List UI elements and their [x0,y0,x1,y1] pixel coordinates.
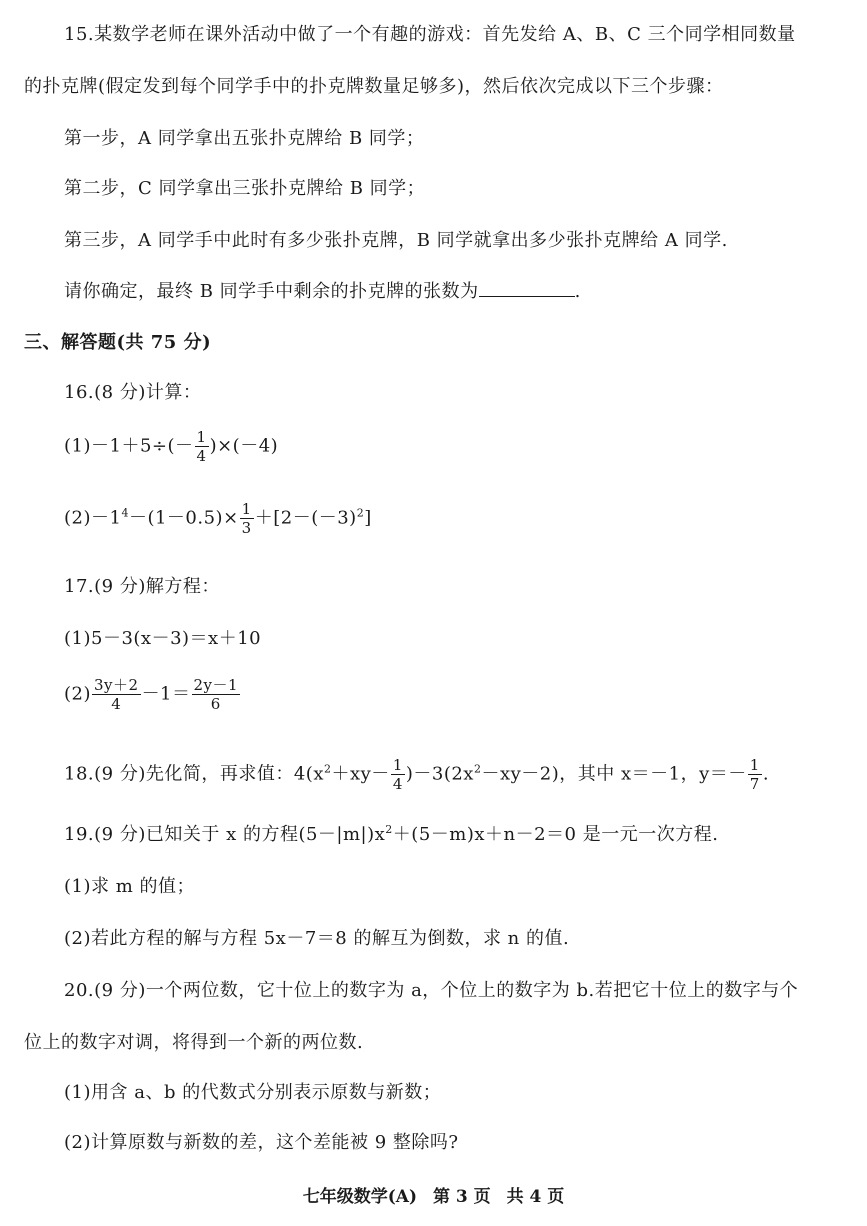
q15-question [64,277,581,303]
q19-line [64,820,718,846]
fraction [748,756,762,793]
q17-p2-text-a: (2) [64,683,91,705]
fraction [240,500,254,537]
fraction [192,676,241,713]
q15-line-1: 15.某数学老师在课外活动中做了一个有趣的游戏：首先发给 A、B、C 三个同学相同数量 [64,24,796,45]
q16-heading: 16.(8 分)计算： [64,382,202,403]
fraction-denominator: 4 [392,775,403,793]
fraction-numerator: 1 [241,500,252,518]
fraction [391,756,405,793]
q20-line-2: 位上的数字对调，将得到一个新的两位数. [24,1032,364,1053]
section-heading: 三、解答题(共 75 分) [24,332,212,353]
q16-p2-text-b: －(1－0.5)× [128,507,239,529]
q19-part-2: (2)若此方程的解与方程 5x－7＝8 的解互为倒数，求 n 的值. [64,928,570,949]
fraction [92,676,141,713]
answer-blank[interactable] [479,280,575,297]
page-footer [0,1182,867,1207]
q19-part-1: (1)求 m 的值； [64,876,196,897]
fraction-denominator: 4 [111,695,122,713]
q18-text-b: ＋xy－ [331,763,390,785]
q18-text-d: －xy－2)，其中 x＝－1，y＝－ [481,763,747,785]
fraction-denominator: 6 [210,695,221,713]
q20-part-1: (1)用含 a、b 的代数式分别表示原数与新数； [64,1082,442,1103]
fraction-numerator: 3y＋2 [94,676,139,694]
q19-text-a: 19.(9 分)已知关于 x 的方程(5－|m|)x [64,824,386,845]
q18-text-a: 18.(9 分)先化简，再求值：4(x [64,763,324,785]
q20-part-2: (2)计算原数与新数的差，这个差能被 9 整除吗? [64,1132,459,1153]
q15-question-text: 请你确定，最终 B 同学手中剩余的扑克牌的张数为 [64,281,479,302]
footer-total-pages: 共 4 页 [506,1187,565,1207]
q18-text-c: )－3(2x [405,763,474,785]
exponent: 2 [473,762,482,776]
q17-heading: 17.(9 分)解方程： [64,576,220,597]
q16-p2-text-d: ] [364,507,372,529]
q17-part-2 [64,676,241,713]
q16-part-1 [64,428,278,465]
q15-line-2: 的扑克牌(假定发到每个同学手中的扑克牌数量足够多)，然后依次完成以下三个步骤： [24,76,724,97]
q19-text-b: ＋(5－m)x＋n－2＝0 是一元一次方程. [392,824,719,845]
q15-step-1: 第一步，A 同学拿出五张扑克牌给 B 同学； [64,128,425,149]
q16-p1-text-b: )×(－4) [209,435,279,457]
q16-p2-text-a: (2)－1 [64,507,122,529]
q15-question-end: . [574,281,581,302]
q17-part-1: (1)5－3(x－3)＝x＋10 [64,628,262,649]
q20-line-1: 20.(9 分)一个两位数，它十位上的数字为 a，个位上的数字为 b.若把它十位上的数字与个 [64,980,799,1001]
fraction-denominator: 4 [196,447,207,465]
fraction-numerator: 1 [749,756,760,774]
q18-text-e: . [762,763,770,785]
exponent: 2 [385,823,393,836]
footer-subject: 七年级数学(A) [302,1187,418,1207]
exponent: 4 [121,506,129,520]
q17-p2-text-b: －1＝ [141,683,191,705]
fraction-denominator: 7 [749,775,760,793]
fraction-numerator: 1 [196,428,207,446]
exponent: 2 [323,762,332,776]
fraction-numerator: 1 [392,756,403,774]
q15-step-3: 第三步，A 同学手中此时有多少张扑克牌，B 同学就拿出多少张扑克牌给 A 同学. [64,230,728,251]
q16-p1-text-a: (1)－1＋5÷(－ [64,435,194,457]
q16-part-2 [64,500,372,537]
fraction [195,428,209,465]
q16-p2-text-c: ＋[2－(－3) [254,507,357,529]
exponent: 2 [356,506,365,520]
fraction-denominator: 3 [241,519,252,537]
footer-page-number: 第 3 页 [432,1187,491,1207]
fraction-numerator: 2y－1 [193,676,239,694]
q18-line [64,756,769,793]
q15-step-2: 第二步，C 同学拿出三张扑克牌给 B 同学； [64,178,426,199]
